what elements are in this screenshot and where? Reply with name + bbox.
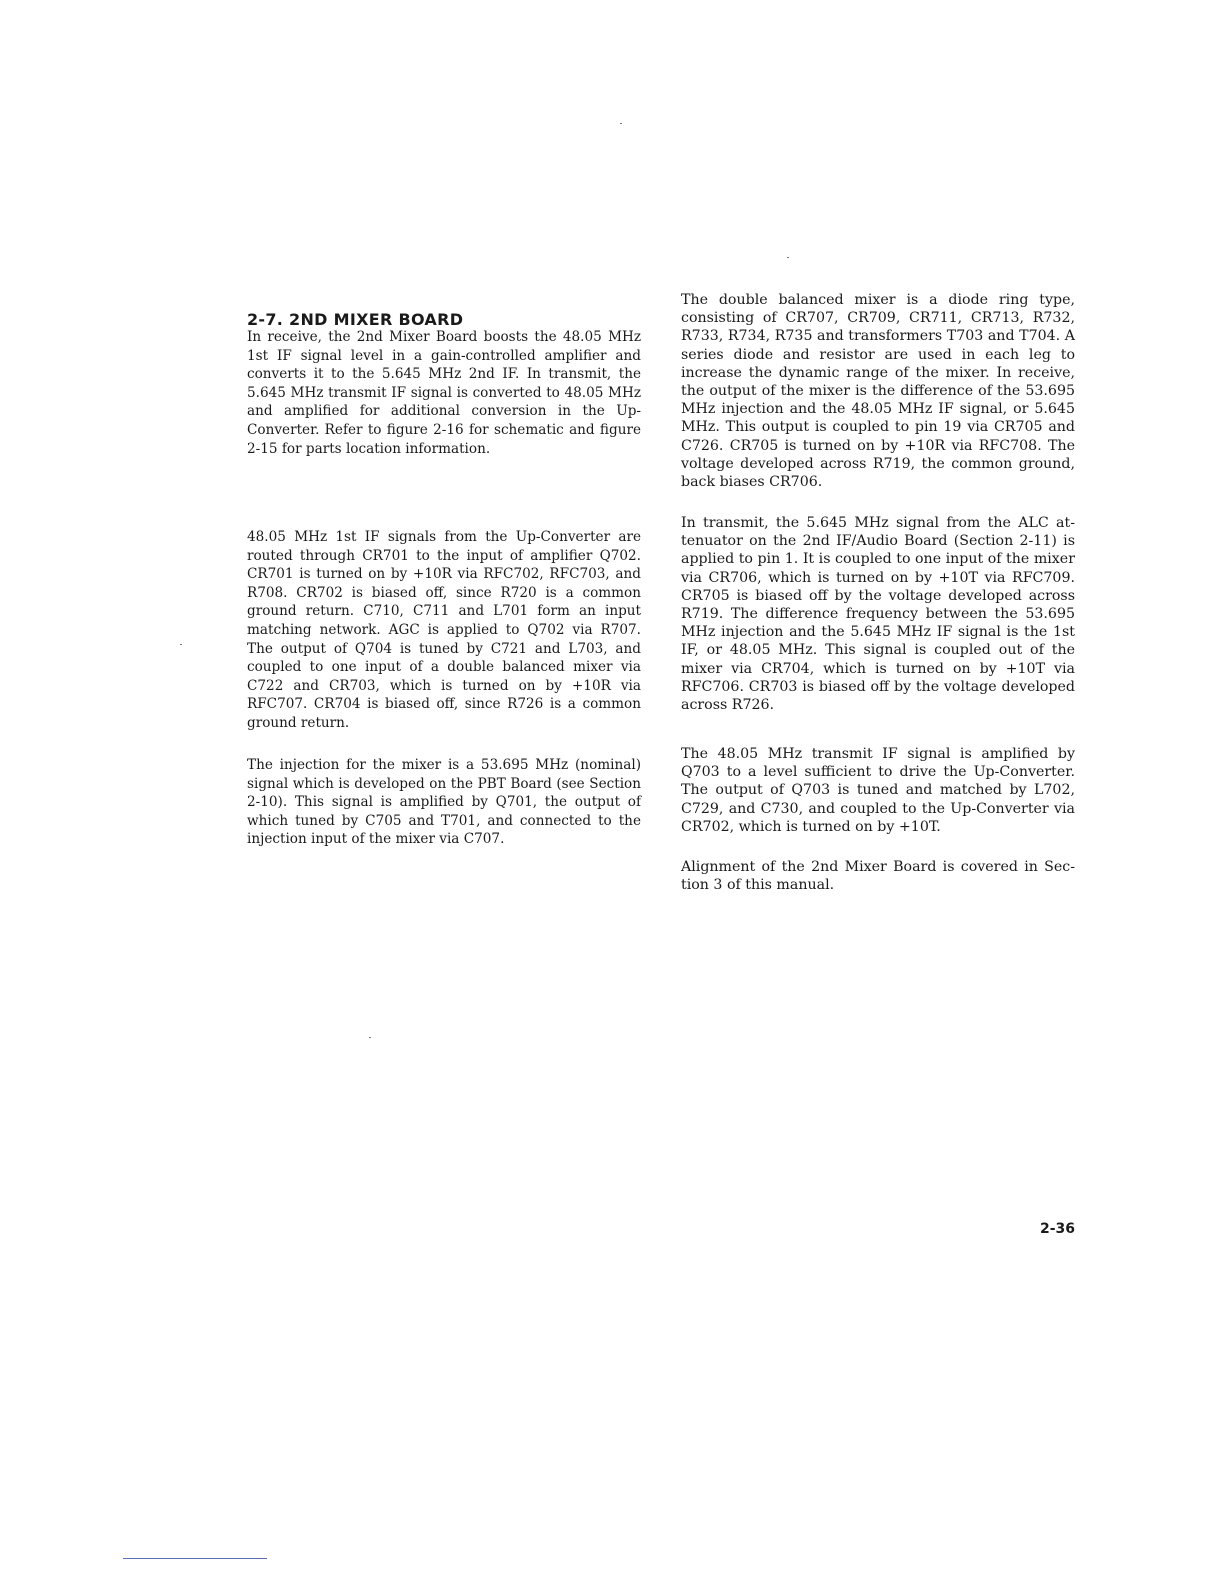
paragraph-mixer-description: The double balanced mixer is a diode ring type, consisting of CR707, CR709, CR711, CR713, R732, R733, R734, R735 and transformers T703 and T704. A series diode and resistor are used in each leg to increase the dynamic range of the mixer. In receive, the output of the mixer is the difference of the 53.695 MHz injection and the 48.05 MHz IF signal, or 5.645 MHz. This output is coupled to pin 19 via CR705 and C726. CR705 is turned on by +10R via RFC708. The voltage developed across R719, the common ground, back biases CR706. <box>681 292 1075 491</box>
scan-speck <box>787 257 789 258</box>
scan-speck <box>620 123 622 124</box>
footnote-rule <box>123 1558 267 1559</box>
paragraph-alignment: Alignment of the 2nd Mixer Board is covered in Section 3 of this manual. <box>681 859 1075 894</box>
page-number: 2-36 <box>1040 1221 1076 1237</box>
paragraph-transmit-if: The 48.05 MHz transmit IF signal is amplified by Q703 to a level sufficient to drive the Up-Converter. The output of Q703 is tuned and matched by L702, C729, and C730, and coupled to the Up-Converter via CR702, which is turned on by +10T. <box>681 746 1075 835</box>
paragraph-transmit: In transmit, the 5.645 MHz signal from the ALC attenuator on the 2nd IF/Audio Board (Section 2-11) is applied to pin 1. It is coupled to one input of the mixer via CR706, which is turned on by +10T via RFC709. CR705 is biased off by the voltage developed across R719. The difference frequency between the 53.695 MHz injection and the 5.645 MHz IF signal is the 1st IF, or 48.05 MHz. This signal is coupled out of the mixer via CR704, which is turned on by +10T via RFC706. CR703 is biased off by the voltage developed across R726. <box>681 515 1075 714</box>
section-heading: 2-7. 2ND MIXER BOARD <box>247 310 464 329</box>
scan-speck <box>180 644 182 645</box>
paragraph-injection: The injection for the mixer is a 53.695 MHz (nominal) signal which is developed on the PBT Board (see Section 2-10). This signal is amplified by Q701, the output of which tuned by C705 and T701, and connected to the injection input of the mixer via C707. <box>247 757 641 848</box>
paragraph-overview: In receive, the 2nd Mixer Board boosts the 48.05 MHz 1st IF signal level in a gain-controlled amplifier and converts it to the 5.645 MHz 2nd IF. In transmit, the 5.645 MHz transmit IF signal is converted to 48.05 MHz and amplified for additional conversion in the Up-Converter. Refer to figure 2-16 for schematic and figure 2-15 for parts location information. <box>247 329 641 457</box>
scan-speck <box>369 1037 371 1038</box>
paragraph-receive-path: 48.05 MHz 1st IF signals from the Up-Converter are routed through CR701 to the input of amplifier Q702. CR701 is turned on by +10R via RFC702, RFC703, and R708. CR702 is biased off, since R720 is a common ground return. C710, C711 and L701 form an input matching network. AGC is applied to Q702 via R707. The output of Q704 is tuned by C721 and L703, and coupled to one input of a double balanced mixer via C722 and CR703, which is turned on by +10R via RFC707. CR704 is biased off, since R726 is a common ground return. <box>247 529 641 731</box>
